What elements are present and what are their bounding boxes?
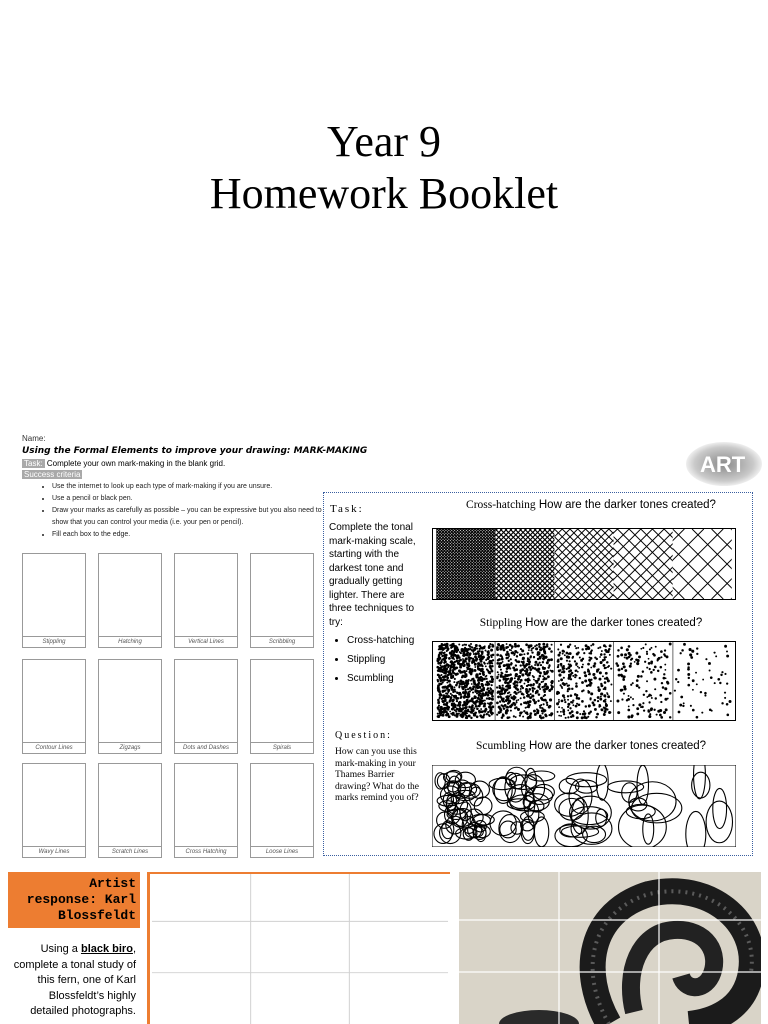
stippling-scale-strip <box>432 641 736 721</box>
box-label: Contour Lines <box>23 742 85 753</box>
criteria-item: • Draw your marks as carefully as possible – you can be expressive but you also need to show that you can control your media (i.e. your pen or pencil). <box>52 505 337 529</box>
mark-making-box <box>98 763 162 858</box>
task-panel-body: Complete the tonal mark-making scale, starting with the darkest tone and gradually getting lighter. There are three techniques to try: <box>329 522 416 628</box>
art-logo <box>684 440 764 488</box>
task-line <box>22 459 225 468</box>
stippling-scale-title: Stippling How are the darker tones created? <box>479 617 703 629</box>
box-label: Dots and Dashes <box>175 742 237 753</box>
name-label: Name: <box>22 434 46 443</box>
box-label: Wavy Lines <box>23 846 85 857</box>
mark-making-box <box>250 553 314 648</box>
artist-response-body: Using a black biro, complete a tonal study of this fern, one of Karl Blossfeldt’s highly detailed photographs. <box>13 943 136 1017</box>
criteria-line <box>22 470 82 479</box>
mark-making-box <box>174 763 238 858</box>
technique-item: • Cross-hatching <box>347 631 437 650</box>
technique-item: • Stippling <box>347 650 437 669</box>
mark-making-box <box>174 553 238 648</box>
crosshatch-scale-title: Cross-hatching How are the darker tones created? <box>466 499 716 511</box>
question-heading: Question: <box>335 730 392 741</box>
mark-making-box <box>22 553 86 648</box>
booklet-title-line1: Year 9 <box>326 117 442 166</box>
task-panel <box>323 492 753 856</box>
techniques-list <box>329 631 437 688</box>
task-tag: Task: <box>24 459 43 468</box>
mark-making-box <box>174 659 238 754</box>
criteria-list <box>36 481 337 541</box>
box-label: Stippling <box>23 636 85 647</box>
task-panel-heading: Task: <box>330 503 364 515</box>
criteria-item: • Fill each box to the edge. <box>52 529 337 541</box>
technique-item: • Scumbling <box>347 669 437 688</box>
artist-response-heading: Artist response: Karl Blossfeldt <box>8 872 140 928</box>
box-label: Scribbling <box>251 636 313 647</box>
art-logo-text: ART <box>700 452 746 477</box>
worksheet-heading: Using the Formal Elements to improve your drawing: MARK-MAKING <box>22 446 368 456</box>
question-body: How can you use this mark-making in your Thames Barrier drawing? What do the marks remind you of? <box>335 747 419 803</box>
mark-making-box <box>250 763 314 858</box>
criteria-item: • Use the internet to look up each type of mark-making if you are unsure. <box>52 481 337 493</box>
scumbling-scale-title: Scumbling How are the darker tones created? <box>475 740 707 752</box>
box-label: Vertical Lines <box>175 636 237 647</box>
box-label: Spirals <box>251 742 313 753</box>
mark-making-box <box>98 553 162 648</box>
scumbling-scale-strip <box>432 765 736 847</box>
criteria-item: • Use a pencil or black pen. <box>52 493 337 505</box>
criteria-tag: Success criteria <box>24 470 81 479</box>
box-label: Scratch Lines <box>99 846 161 857</box>
mark-making-box <box>98 659 162 754</box>
mark-making-box <box>22 763 86 858</box>
mark-making-box <box>22 659 86 754</box>
mark-making-box <box>250 659 314 754</box>
crosshatch-scale-strip <box>432 528 736 600</box>
fern-photograph <box>459 872 761 1024</box>
task-text: Complete your own mark-making in the blank grid. <box>46 459 226 468</box>
box-label: Cross Hatching <box>175 846 237 857</box>
box-label: Hatching <box>99 636 161 647</box>
drawing-grid <box>150 872 450 1024</box>
box-label: Zigzags <box>99 742 161 753</box>
box-label: Loose Lines <box>251 846 313 857</box>
booklet-title-line2: Homework Booklet <box>209 169 559 218</box>
